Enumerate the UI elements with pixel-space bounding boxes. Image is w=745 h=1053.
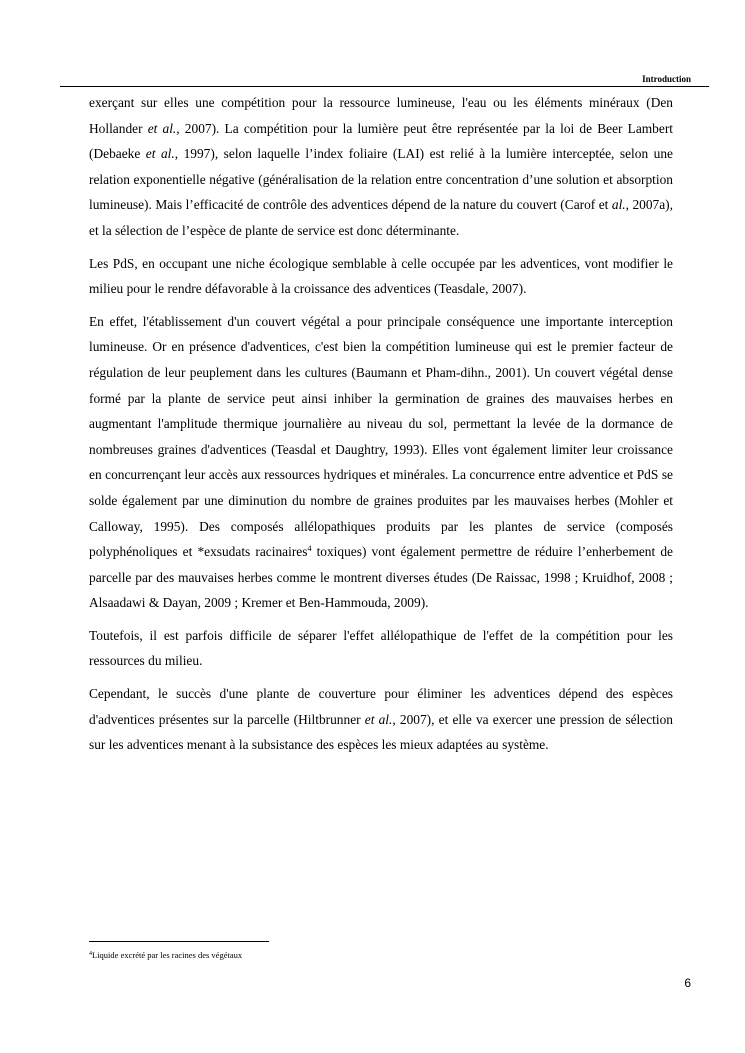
footnote-reference[interactable]: 4 — [307, 544, 312, 554]
paragraph-5-text-a: Cependant, le succès d'une plante de couverture pour éliminer les adventices dépend des espèces d'adventices présentes sur la parcelle (Hiltbrunner — [89, 686, 673, 727]
page-number: 6 — [684, 976, 691, 990]
paragraph-1-text-a: exerçant sur elles une compétition pour la ressource lumineuse, l'eau ou les éléments minéraux (Den Hollander — [89, 95, 673, 136]
footnote-text: Liquide excrété par les racines des végétaux — [92, 950, 243, 960]
body-text — [89, 90, 673, 765]
paragraph-1-text-c: , 2007). La compétition pour la lumière peut être représentée par la loi de Beer Lambert (Debaeke — [89, 120, 673, 162]
al-italic: al. — [611, 197, 626, 213]
header-rule — [60, 86, 709, 87]
running-header-title: Introduction — [642, 74, 691, 84]
paragraph-4: Toutefois, il est parfois difficile de séparer l'effet allélopathique de l'effet de la compétition pour les ressources du milieu. — [89, 627, 673, 669]
et-al-italic: et al. — [145, 146, 175, 162]
paragraph-1 — [89, 90, 673, 244]
paragraph-1-text-e: , 1997), selon laquelle l’index foliaire (LAI) est relié à la lumière interceptée, selon une relation exponentielle négative (généralisation de la relation entre concentration d’une solution et absorption lumineuse). Mais l’efficacité de contrôle des adventices dépend de la nature du couvert (Carof et — [89, 146, 673, 213]
paragraph-5-text-c: , 2007), et elle va exercer une pression de sélection sur les adventices menant à la subsistance des espèces les mieux adaptées au système. — [89, 711, 673, 753]
paragraph-3-text-a: En effet, l'établissement d'un couvert végétal a pour principale conséquence une importante interception lumineuse. Or en présence d'adventices, c'est bien la compétition lumineuse qui est le premier facteur de régulation de leur peuplement dans les cultures (Baumann et Pham-dihn., 2001). Un couvert végétal dense formé par la plante de service peut ainsi inhiber la germination de graines des mauvaises herbes en augmentant l'amplitude thermique journalière au niveau du sol, permettant la levée de la dormance de nombreuses graines d'adventices (Teasdal et Daughtry, 1993). Elles vont également limiter leur croissance en concurrençant leur accès aux ressources hydriques et minérales. La concurrence entre adventice et PdS se solde également par une diminution du nombre de graines produites par les mauvaises herbes (Mohler et Calloway, 1995). Des composés allélopathiques produits par les plantes de service (composés polyphénoliques et *exsudats racinaires — [89, 313, 673, 560]
footnote-rule — [89, 941, 269, 942]
paragraph-5 — [89, 681, 673, 758]
footnote-marker: 4 — [89, 951, 92, 957]
paragraph-1-text-g: , 2007a), et la sélection de l’espèce de plante de service est donc déterminante. — [89, 197, 673, 238]
et-al-italic: et al. — [364, 711, 393, 727]
paragraph-3-text-b: toxiques) vont également permettre de réduire l’enherbement de parcelle par des mauvaises herbes comme le montrent diverses études (De Raissac, 1998 ; Kruidhof, 2008 ; Alsaadawi & Dayan, 2009 ; Kremer et Ben-Hammouda, 2009). — [89, 544, 673, 611]
paragraph-3 — [89, 309, 673, 616]
footnote — [89, 950, 242, 961]
paragraph-2: Les PdS, en occupant une niche écologique semblable à celle occupée par les adventices, vont modifier le milieu pour le rendre défavorable à la croissance des adventices (Teasdale, 2007). — [89, 255, 673, 297]
et-al-italic: et al. — [147, 120, 177, 136]
